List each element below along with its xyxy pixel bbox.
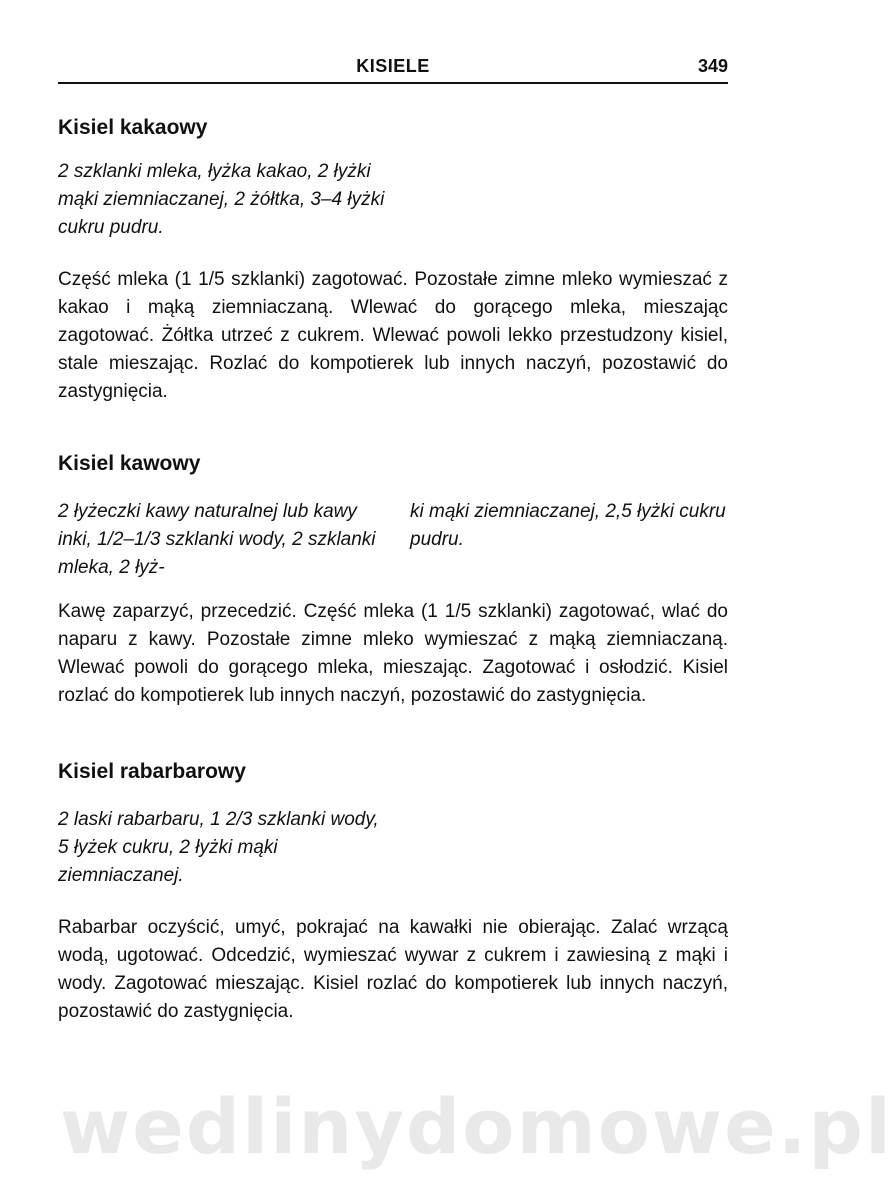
- recipe-title: Kisiel kakaowy: [58, 116, 208, 139]
- running-header: [58, 52, 728, 84]
- recipe-ingredients: 2 szklanki mleka, łyżka kakao, 2 łyżki mąki ziemniaczanej, 2 żółtka, 3–4 łyżki cukru pudru.: [58, 161, 385, 238]
- recipe-ingredients: [58, 498, 728, 582]
- page-number: 349: [697, 56, 728, 76]
- ingredients-column-left: 2 łyżeczki kawy naturalnej lub kawy inki, 1/2–1/3 szklanki wody, 2 szklanki mleka, 2 łyż-: [58, 501, 376, 578]
- recipe-method: Część mleka (1 1/5 szklanki) zagotować. Pozostałe zimne mleko wymieszać z kakao i mąką ziemniaczaną. Wlewać do gorącego mleka, mieszając zagotować. Żółtka utrzeć z cukrem. Wlewać powoli lekko przestudzony kisiel, stale mieszając. Rozlać do kompotierek lub innych naczyń, pozostawić do zastygnięcia.: [58, 269, 728, 402]
- recipe-ingredients: 2 laski rabarbaru, 1 2/3 szklanki wody, 5 łyżek cukru, 2 łyżki mąki ziemniaczanej.: [58, 809, 379, 886]
- ingredients-column-right: ki mąki ziemniaczanej, 2,5 łyżki cukru pudru.: [410, 501, 726, 550]
- recipe-title: Kisiel kawowy: [58, 452, 201, 475]
- book-page: [58, 52, 728, 1026]
- watermark: wedlinydomowe.pl: [60, 1082, 893, 1171]
- chapter-title: KISIELE: [356, 56, 430, 76]
- recipe-method: Kawę zaparzyć, przecedzić. Część mleka (1 1/5 szklanki) zagotować, wlać do naparu z kawy. Pozostałe zimne mleko wymieszać z mąką ziemniaczaną. Wlewać powoli do gorącego mleka, mieszając. Zagotować i osłodzić. Kisiel rozlać do kompotierek lub innych naczyń, pozostawić do zastygnięcia.: [58, 601, 728, 706]
- recipe-title: Kisiel rabarbarowy: [58, 760, 246, 783]
- recipe-method: Rabarbar oczyścić, umyć, pokrajać na kawałki nie obierając. Zalać wrzącą wodą, ugotować. Odcedzić, wymieszać wywar z cukrem i zawiesiną z mąki i wody. Zagotować mieszając. Kisiel rozlać do kompotierek lub innych naczyń, pozostawić do zastygnięcia.: [58, 917, 728, 1022]
